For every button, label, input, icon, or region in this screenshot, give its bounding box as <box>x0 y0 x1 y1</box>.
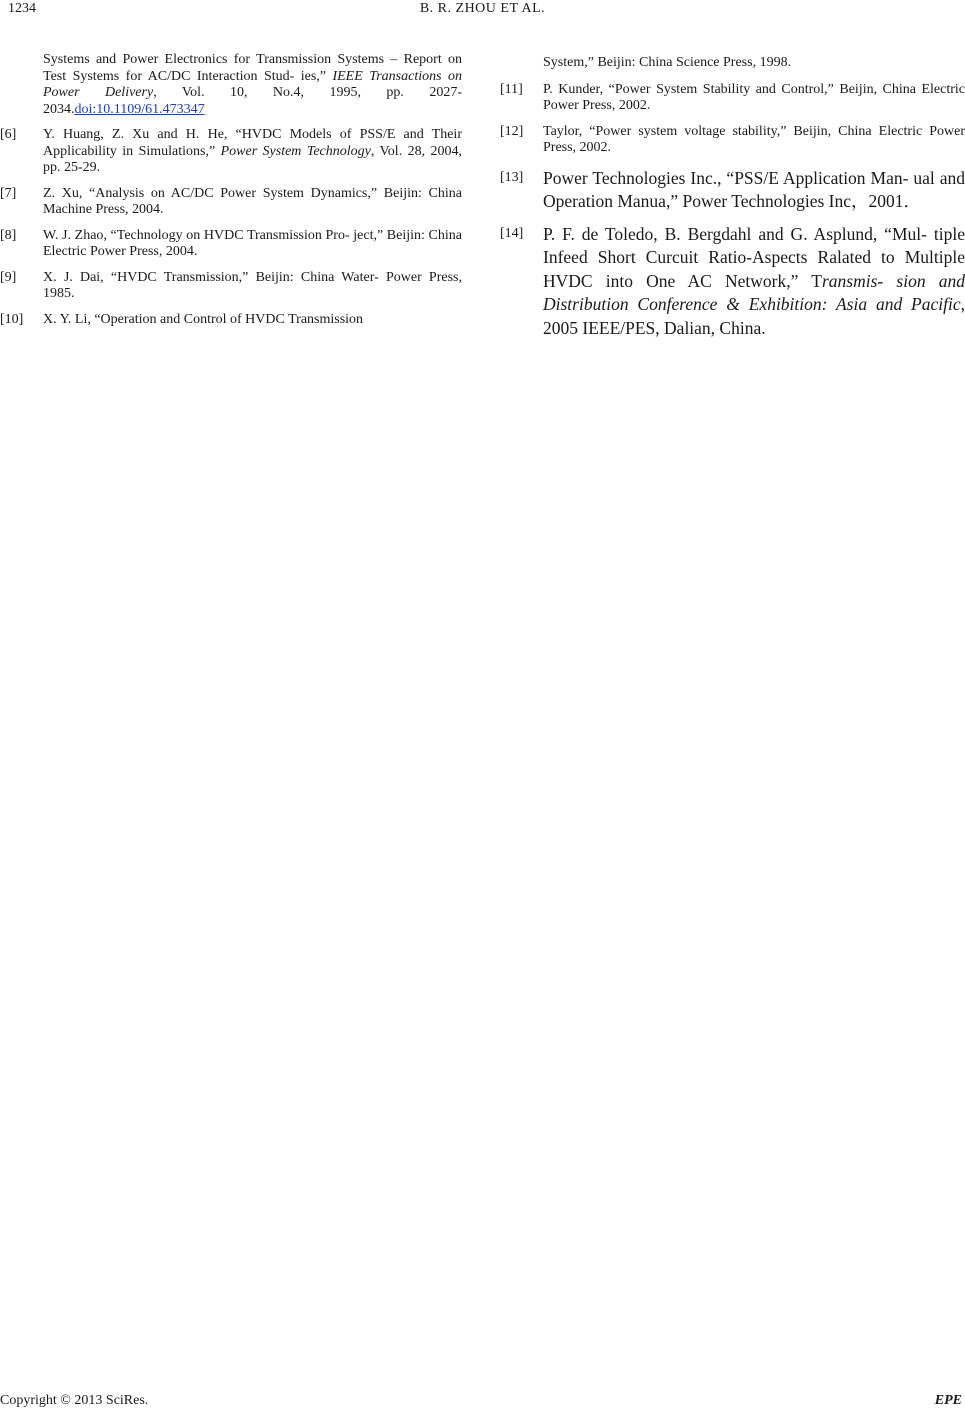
reference-text: , Vol. 28, 2004, pp. 25-29. <box>43 143 462 175</box>
reference-10-continuation <box>500 55 965 72</box>
reference-journal: IEEE Transactions on Power Delivery <box>43 68 462 100</box>
reference-number: [14] <box>500 225 524 241</box>
reference-text: System,” Beijin: China Science Press, 1998. <box>543 55 792 70</box>
reference-text: Taylor, “Power system voltage stability,” Beijin, China Electric Power Press, 2002. <box>543 123 965 155</box>
reference-text: P. Kunder, “Power System Stability and Control,” Beijin, China Electric Power Press, 2002. <box>543 81 965 113</box>
reference-9 <box>0 270 462 303</box>
reference-7 <box>0 186 462 219</box>
reference-number: [12] <box>500 123 524 139</box>
reference-journal: Power System Technology <box>220 143 371 159</box>
left-column <box>0 52 462 328</box>
reference-number: [10] <box>0 311 24 327</box>
doi-link[interactable]: doi:10.1109/61.473347 <box>74 101 205 117</box>
reference-11 <box>500 82 965 115</box>
reference-number: [6] <box>0 127 17 142</box>
reference-text: P. F. de Toledo, B. Bergdahl and G. Asplund, “Mul- tiple Infeed Short Curcuit Ratio-Aspects Ralated to Multiple HVDC into One AC Network,” T <box>543 223 965 291</box>
reference-text: Systems and Power Electronics for Transmission Systems – Report on Test Systems for AC/DC Interaction Stud- ies,” <box>43 52 462 84</box>
reference-14 <box>500 223 965 341</box>
reference-venue: ransmis- sion and Distribution Conference & Exhibition: Asia and Pacific <box>543 270 965 314</box>
reference-text: X. Y. Li, “Operation and Control of HVDC Transmission <box>43 311 364 327</box>
reference-number: [13] <box>500 169 524 185</box>
reference-12 <box>500 124 965 157</box>
reference-text: X. J. Dai, “HVDC Transmission,” Beijin: China Water- Power Press, 1985. <box>43 269 462 301</box>
running-head: B. R. ZHOU ET AL. <box>419 1 546 16</box>
reference-text: Y. Huang, Z. Xu and H. He, “HVDC Models of PSS/E and Their Applicability in Simulations,” <box>43 127 462 159</box>
reference-8 <box>0 228 462 261</box>
reference-number: [7] <box>0 185 17 201</box>
reference-text: , 2005 IEEE/PES, Dalian, China. <box>543 294 965 338</box>
right-column <box>500 55 965 340</box>
reference-6 <box>0 127 462 177</box>
reference-13 <box>500 167 965 214</box>
reference-number: [8] <box>0 227 17 243</box>
reference-text: W. J. Zhao, “Technology on HVDC Transmission Pro- ject,” Beijin: China Electric Power Press, 2004. <box>43 227 462 259</box>
reference-5-continuation <box>0 52 462 118</box>
page-number: 1234 <box>8 1 36 16</box>
reference-text: Z. Xu, “Analysis on AC/DC Power System Dynamics,” Beijin: China Machine Press, 2004. <box>43 185 462 217</box>
reference-text: Power Technologies Inc., “PSS/E Application Man- ual and Operation Manua,” Power Technologies Inc，2001． <box>543 167 965 211</box>
reference-10 <box>0 312 462 329</box>
footer-journal-abbreviation: EPE <box>934 1393 962 1408</box>
reference-text: , Vol. 10, No.4, 1995, pp. 2027-2034. <box>43 85 463 117</box>
reference-number: [11] <box>500 81 523 97</box>
reference-number: [9] <box>0 269 17 285</box>
footer-copyright: Copyright © 2013 SciRes. <box>0 1393 149 1408</box>
